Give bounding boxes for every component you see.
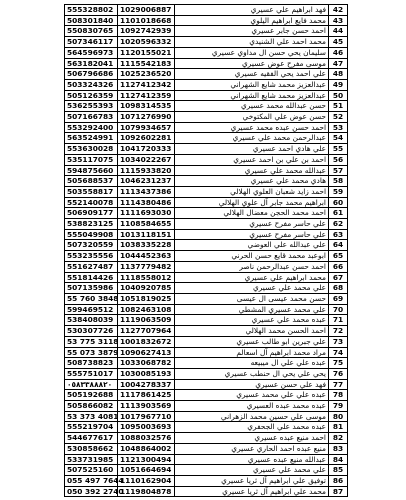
table-row [65,133,348,144]
row-number-cell: 54 [329,133,348,144]
phone-cell: 550830765 [65,26,118,37]
phone-cell: 563524991 [65,133,118,144]
table-row [65,261,348,272]
table-row [65,443,348,454]
name-cell: عبده علي علي محمد عسيري [175,390,329,401]
name-cell: عبدالرحمن محمد علي عسيري [175,133,329,144]
table-row [65,283,348,294]
name-cell: محمد فايع ابراهيم اليلوي [175,15,329,26]
row-number-cell: 42 [329,5,348,16]
row-number-cell: 56 [329,154,348,165]
row-number-cell: 73 [329,336,348,347]
table-row [65,165,348,176]
name-cell: توفيق علي ابراهيم آل ثريا عسيري [175,475,329,486]
table-row [65,358,348,369]
name-cell: علي هادي احمد عسيري [175,144,329,155]
id-number-cell: 1113437386 [118,186,175,197]
id-number-cell: 1115933820 [118,165,175,176]
phone-cell: 507346117 [65,37,118,48]
name-cell: عبده علي علي ال ميبيعه [175,358,329,369]
phone-cell: 507320559 [65,240,118,251]
table-row [65,176,348,187]
id-number-cell: 1020596332 [118,37,175,48]
id-number-cell: 1079934657 [118,122,175,133]
row-number-cell: 69 [329,293,348,304]
name-cell: علي احمد يحي الفقيه عسيري [175,69,329,80]
name-cell: علي محمد عسيري المشطي [175,304,329,315]
contact-table-body [65,5,348,497]
row-number-cell: 68 [329,283,348,294]
name-cell: احمد حسن عبده محمد عسيري [175,122,329,133]
name-cell: علي محمد علي عسيري [175,283,329,294]
row-number-cell: 75 [329,358,348,369]
row-number-cell: 46 [329,47,348,58]
name-cell: محمد احمد علي الشنيدي [175,37,329,48]
table-row [65,240,348,251]
table-row [65,272,348,283]
table-row [65,486,348,497]
id-number-cell: 1051819025 [118,293,175,304]
id-number-cell: 1119804878 [118,486,175,497]
row-number-cell: 53 [329,122,348,133]
phone-cell: 505688537 [65,176,118,187]
name-cell: علي عبدالله علي العوضي [175,240,329,251]
table-row [65,433,348,444]
name-cell: عبدالعزيز محمد شايع الشهراني [175,90,329,101]
id-number-cell: 1113903569 [118,401,175,412]
row-number-cell: 47 [329,58,348,69]
id-number-cell: 1046231237 [118,176,175,187]
name-cell: هادي محمد علي عسيري [175,176,329,187]
table-row [65,304,348,315]
name-cell: احمد منيع عبده عسيري [175,433,329,444]
row-number-cell: 83 [329,443,348,454]
id-number-cell: 1017967710 [118,411,175,422]
row-number-cell: 70 [329,304,348,315]
row-number-cell: 52 [329,112,348,123]
row-number-cell: 77 [329,379,348,390]
table-row [65,122,348,133]
id-number-cell: 1090627413 [118,347,175,358]
row-number-cell: 48 [329,69,348,80]
row-number-cell: 74 [329,347,348,358]
name-cell: احمد الحسن محمد الهلالي [175,326,329,337]
row-number-cell: 76 [329,368,348,379]
row-number-cell: 61 [329,208,348,219]
phone-cell: 506909177 [65,208,118,219]
name-cell: منيع عبده احمد الحاري عسيري [175,443,329,454]
table-row [65,15,348,26]
phone-cell: 555328802 [65,5,118,16]
id-number-cell: 1119063509 [118,315,175,326]
name-cell: احمد حسن جابر عسيري [175,26,329,37]
table-row [65,219,348,230]
id-number-cell: 1040920785 [118,283,175,294]
row-number-cell: 65 [329,251,348,262]
id-number-cell: 1095003693 [118,422,175,433]
phone-cell: 536255393 [65,101,118,112]
id-number-cell: 1044452363 [118,251,175,262]
id-number-cell: 1127412359 [118,90,175,101]
table-row [65,26,348,37]
table-row [65,154,348,165]
row-number-cell: 64 [329,240,348,251]
id-number-cell: 1101018668 [118,15,175,26]
id-number-cell: 1025236520 [118,69,175,80]
contact-table [64,4,348,497]
id-number-cell: 1041720333 [118,144,175,155]
name-cell: عبدالعزيز محمد شايع الشهراني [175,79,329,90]
name-cell: علي حاسر مفرح عسيري [175,229,329,240]
phone-cell: 530858662 [65,443,118,454]
name-cell: عبدالله محمد علي عسيري [175,165,329,176]
id-number-cell: 1033068782 [118,358,175,369]
id-number-cell: 1092742939 [118,26,175,37]
table-row [65,144,348,155]
phone-cell: 555219704 [65,422,118,433]
id-number-cell: 1127412342 [118,79,175,90]
table-row [65,465,348,476]
table-row [65,5,348,16]
table-row [65,58,348,69]
id-number-cell: 1071276990 [118,112,175,123]
phone-cell: 55 073 3879 [65,347,118,358]
phone-cell: 53 775 3118 [65,336,118,347]
name-cell: حسن عوض علي المكتوخي [175,112,329,123]
id-number-cell: 1088032576 [118,433,175,444]
id-number-cell: 1110162904 [118,475,175,486]
name-cell: ابراهيم محمد جابر آل علوي الهلالي [175,197,329,208]
name-cell: عبده محمد علي الجحفري [175,422,329,433]
phone-cell: 544677617 [65,433,118,444]
row-number-cell: 45 [329,37,348,48]
table-row [65,229,348,240]
name-cell: احمد حسن عبدالرحمن ناصر [175,261,329,272]
table-row [65,37,348,48]
name-cell: ابوعبد محمد قايع حسن الحرني [175,251,329,262]
table-row [65,401,348,412]
table-row [65,101,348,112]
phone-cell: ٠٥٨٣٣٨٨٨٢٠ [65,379,118,390]
id-number-cell: 1034022267 [118,154,175,165]
phone-cell: 55 760 3848 [65,293,118,304]
name-cell: موسى علي حسين محمد الزهراني [175,411,329,422]
id-number-cell: 1118558012 [118,272,175,283]
row-number-cell: 62 [329,219,348,230]
row-number-cell: 84 [329,454,348,465]
phone-cell: 507525160 [65,465,118,476]
row-number-cell: 67 [329,272,348,283]
phone-cell: 555751017 [65,368,118,379]
phone-cell: 564596973 [65,47,118,58]
phone-cell: 505192688 [65,390,118,401]
name-cell: فهد ابراهيم علي عسيري [175,5,329,16]
phone-cell: 553630028 [65,144,118,155]
id-number-cell: 1115542183 [118,58,175,69]
table-row [65,336,348,347]
id-number-cell: 1082463108 [118,304,175,315]
id-number-cell: 1127707964 [118,326,175,337]
id-number-cell: 1108584655 [118,219,175,230]
row-number-cell: 55 [329,144,348,155]
name-cell: علي حاسر مفرح عسيري [175,219,329,230]
name-cell: احمد زايد شعبان العلوي الهلالي [175,186,329,197]
row-number-cell: 72 [329,326,348,337]
name-cell: سليمان يحي حسن ال مداوي عسيري [175,47,329,58]
name-cell: احمد محمد الحجن معضال الهلالي [175,208,329,219]
table-row [65,90,348,101]
phone-cell: 505126359 [65,90,118,101]
phone-cell: 508301840 [65,15,118,26]
row-number-cell: 80 [329,411,348,422]
row-number-cell: 87 [329,486,348,497]
name-cell: حسن عبدالله محمد عسيري [175,101,329,112]
row-number-cell: 43 [329,15,348,26]
phone-cell: 538408039 [65,315,118,326]
table-row [65,47,348,58]
name-cell: فهد علي حسن عسيري [175,379,329,390]
row-number-cell: 59 [329,186,348,197]
id-number-cell: 1114380486 [118,197,175,208]
row-number-cell: 86 [329,475,348,486]
row-number-cell: 44 [329,26,348,37]
table-row [65,197,348,208]
row-number-cell: 71 [329,315,348,326]
phone-cell: 503558817 [65,186,118,197]
table-row [65,112,348,123]
row-number-cell: 82 [329,433,348,444]
id-number-cell: 1121300494 [118,454,175,465]
table-row [65,422,348,433]
id-number-cell: 1038335228 [118,240,175,251]
phone-cell: 53 373 4081 [65,411,118,422]
phone-cell: 594875660 [65,165,118,176]
name-cell: عبدالله منيع عبده عسيري [175,454,329,465]
id-number-cell: 1013118151 [118,229,175,240]
id-number-cell: 1120155021 [118,47,175,58]
table-row [65,69,348,80]
table-row [65,475,348,486]
id-number-cell: 1001832672 [118,336,175,347]
phone-cell: 555049908 [65,229,118,240]
name-cell: علي جبرين ابو طالب عسيري [175,336,329,347]
name-cell: محمد علي ابراهيم آل ثريا عسيري [175,486,329,497]
id-number-cell: 1092602281 [118,133,175,144]
phone-cell: 599469512 [65,304,118,315]
name-cell: عبده محمد عبده العسيري [175,401,329,412]
table-row [65,186,348,197]
id-number-cell: 1111693030 [118,208,175,219]
table-row [65,79,348,90]
row-number-cell: 60 [329,197,348,208]
phone-cell: 050 392 2740 [65,486,118,497]
id-number-cell: 1117861425 [118,390,175,401]
name-cell: يحي علي يحي ال حنطب عسيري [175,368,329,379]
table-row [65,208,348,219]
row-number-cell: 81 [329,422,348,433]
table-row [65,368,348,379]
row-number-cell: 58 [329,176,348,187]
id-number-cell: 1051664694 [118,465,175,476]
row-number-cell: 57 [329,165,348,176]
phone-cell: 530307726 [65,326,118,337]
phone-cell: 553235556 [65,251,118,262]
phone-cell: 506796686 [65,69,118,80]
phone-cell: 551814426 [65,272,118,283]
name-cell: احمد بن علي بن احمد عسيري [175,154,329,165]
id-number-cell: 1004278337 [118,379,175,390]
row-number-cell: 79 [329,401,348,412]
id-number-cell: 1029006887 [118,5,175,16]
phone-cell: 553292400 [65,122,118,133]
row-number-cell: 78 [329,390,348,401]
phone-cell: 551627487 [65,261,118,272]
row-number-cell: 51 [329,101,348,112]
name-cell: علي محمد علي عسيري [175,465,329,476]
table-row [65,390,348,401]
row-number-cell: 66 [329,261,348,272]
phone-cell: 055 497 7644 [65,475,118,486]
phone-cell: 533731985 [65,454,118,465]
id-number-cell: 1030085193 [118,368,175,379]
contact-list-sheet [64,4,344,497]
phone-cell: 508738823 [65,358,118,369]
phone-cell: 507135986 [65,283,118,294]
id-number-cell: 1098314535 [118,101,175,112]
row-number-cell: 49 [329,79,348,90]
table-row [65,326,348,337]
row-number-cell: 50 [329,90,348,101]
row-number-cell: 85 [329,465,348,476]
id-number-cell: 1137779482 [118,261,175,272]
phone-cell: 563182041 [65,58,118,69]
phone-cell: 552140078 [65,197,118,208]
table-row [65,379,348,390]
table-row [65,347,348,358]
id-number-cell: 1048864002 [118,443,175,454]
phone-cell: 507166783 [65,112,118,123]
row-number-cell: 63 [329,229,348,240]
phone-cell: 538823125 [65,219,118,230]
name-cell: محمد ابراهيم علي عسيري [175,272,329,283]
table-row [65,251,348,262]
table-row [65,293,348,304]
name-cell: مراد محمد ابراهيم آل اسعالم [175,347,329,358]
name-cell: موسى مفرح عوض عسيري [175,58,329,69]
name-cell: حسن محمد عيسى ال عيسى [175,293,329,304]
table-row [65,411,348,422]
phone-cell: 505866082 [65,401,118,412]
name-cell: عبده محمد علي عسيري [175,315,329,326]
phone-cell: 503324326 [65,79,118,90]
table-row [65,454,348,465]
table-row [65,315,348,326]
phone-cell: 535117075 [65,154,118,165]
